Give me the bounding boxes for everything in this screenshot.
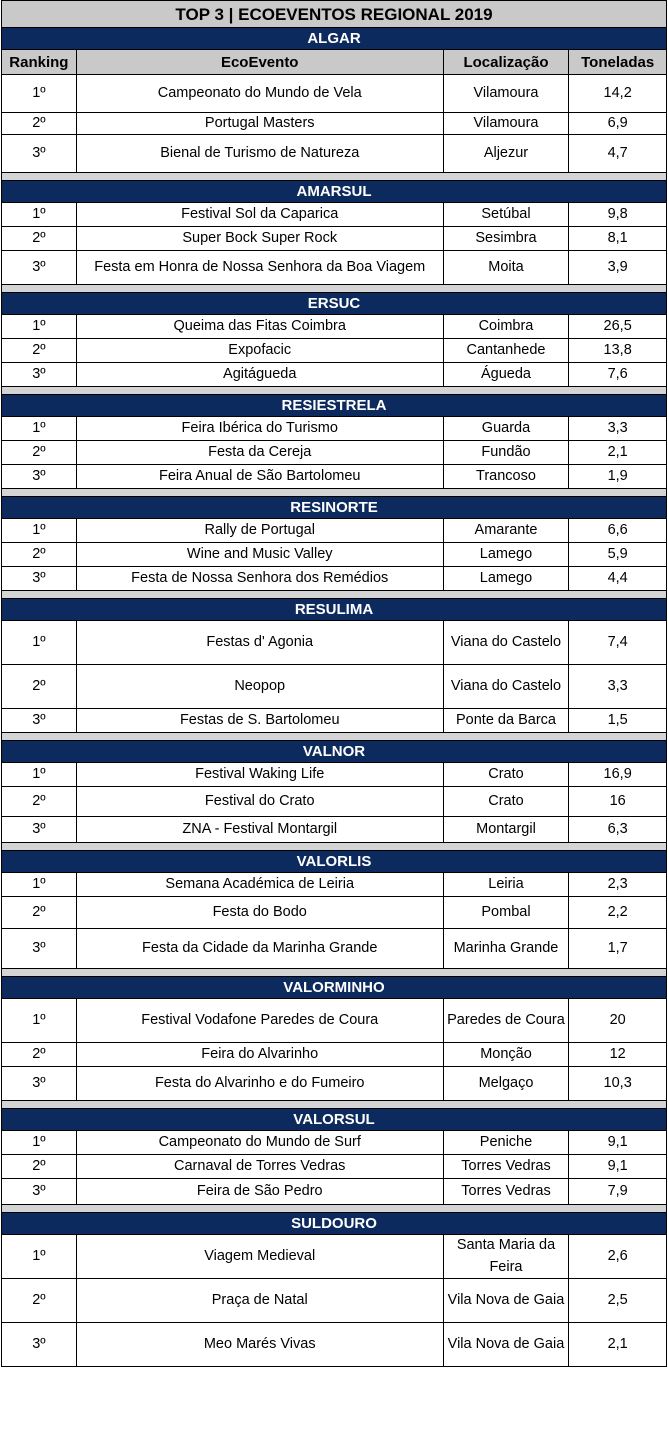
event-cell: Festa de Nossa Senhora dos Remédios — [76, 567, 443, 590]
rank-cell: 1º — [32, 521, 46, 538]
table-row — [1, 1279, 667, 1323]
rank-cell: 3º — [32, 820, 46, 837]
table-row — [1, 621, 667, 665]
location-cell: Ponte da Barca — [443, 709, 569, 732]
table-row — [1, 929, 667, 969]
location-cell: Vilamoura — [443, 75, 569, 112]
location-cell: Amarante — [443, 519, 569, 542]
rank-cell: 2º — [32, 1291, 46, 1308]
event-cell: Neopop — [76, 665, 443, 708]
rank-cell: 3º — [32, 1074, 46, 1091]
tons-cell: 3,3 — [568, 417, 666, 440]
section-divider — [1, 591, 667, 599]
event-cell: Feira de São Pedro — [76, 1179, 443, 1204]
rank-cell: 2º — [32, 1157, 46, 1174]
column-header: EcoEvento — [76, 50, 443, 74]
section-header: RESIESTRELA — [1, 395, 667, 417]
event-cell: Festa da Cereja — [76, 441, 443, 464]
event-cell: Festas d' Agonia — [76, 621, 443, 664]
event-cell: Festival Vodafone Paredes de Coura — [76, 999, 443, 1042]
location-cell: Marinha Grande — [443, 929, 569, 968]
rank-cell: 2º — [32, 677, 46, 694]
section-header: VALORLIS — [1, 851, 667, 873]
tons-cell: 14,2 — [568, 75, 666, 112]
table-title: TOP 3 | ECOEVENTOS REGIONAL 2019 — [1, 0, 667, 28]
location-cell: Leiria — [443, 873, 569, 896]
table-row — [1, 339, 667, 363]
location-cell: Moita — [443, 251, 569, 284]
rank-cell: 1º — [32, 317, 46, 334]
table-row — [1, 441, 667, 465]
event-cell: Festa do Alvarinho e do Fumeiro — [76, 1067, 443, 1100]
eco-events-table — [1, 0, 667, 1367]
tons-cell: 3,3 — [568, 665, 666, 708]
location-cell: Lamego — [443, 543, 569, 566]
event-cell: Campeonato do Mundo de Vela — [76, 75, 443, 112]
location-cell: Crato — [443, 763, 569, 786]
rank-cell: 3º — [32, 939, 46, 956]
table-row — [1, 465, 667, 489]
section-header: ERSUC — [1, 293, 667, 315]
rank-cell: 3º — [32, 711, 46, 728]
rank-cell: 1º — [32, 205, 46, 222]
event-cell: Feira do Alvarinho — [76, 1043, 443, 1066]
event-cell: Festival Waking Life — [76, 763, 443, 786]
rank-cell: 3º — [32, 569, 46, 586]
location-cell: Montargil — [443, 817, 569, 842]
table-row — [1, 417, 667, 441]
rank-cell: 1º — [32, 419, 46, 436]
location-cell: Cantanhede — [443, 339, 569, 362]
tons-cell: 6,3 — [568, 817, 666, 842]
tons-cell: 7,6 — [568, 363, 666, 386]
tons-cell: 1,9 — [568, 465, 666, 488]
table-row — [1, 227, 667, 251]
tons-cell: 6,9 — [568, 113, 666, 134]
location-cell: Viana do Castelo — [443, 621, 569, 664]
table-row — [1, 315, 667, 339]
event-cell: Feira Anual de São Bartolomeu — [76, 465, 443, 488]
tons-cell: 3,9 — [568, 251, 666, 284]
tons-cell: 5,9 — [568, 543, 666, 566]
tons-cell: 13,8 — [568, 339, 666, 362]
event-cell: Campeonato do Mundo de Surf — [76, 1131, 443, 1154]
location-cell: Sesimbra — [443, 227, 569, 250]
rank-cell: 2º — [32, 443, 46, 460]
section-header: VALORSUL — [1, 1109, 667, 1131]
tons-cell: 20 — [568, 999, 666, 1042]
tons-cell: 6,6 — [568, 519, 666, 542]
section-divider — [1, 387, 667, 395]
rank-cell: 1º — [32, 765, 46, 782]
tons-cell: 2,2 — [568, 897, 666, 928]
rank-cell: 1º — [32, 84, 46, 101]
event-cell: Festival do Crato — [76, 787, 443, 816]
table-row — [1, 1235, 667, 1279]
tons-cell: 9,8 — [568, 203, 666, 226]
rank-cell: 2º — [32, 903, 46, 920]
section-divider — [1, 733, 667, 741]
rank-cell: 2º — [32, 341, 46, 358]
tons-cell: 26,5 — [568, 315, 666, 338]
tons-cell: 9,1 — [568, 1131, 666, 1154]
rank-cell: 1º — [32, 875, 46, 892]
tons-cell: 4,4 — [568, 567, 666, 590]
location-cell: Lamego — [443, 567, 569, 590]
section-divider — [1, 173, 667, 181]
event-cell: Festa do Bodo — [76, 897, 443, 928]
section-header: ALGAR — [1, 28, 667, 50]
column-header-row — [1, 50, 667, 75]
tons-cell: 1,7 — [568, 929, 666, 968]
location-cell: Paredes de Coura — [443, 999, 569, 1042]
rank-cell: 2º — [32, 229, 46, 246]
rank-cell: 2º — [32, 1045, 46, 1062]
column-header: Toneladas — [568, 50, 666, 74]
event-cell: Bienal de Turismo de Natureza — [76, 135, 443, 172]
tons-cell: 8,1 — [568, 227, 666, 250]
tons-cell: 16,9 — [568, 763, 666, 786]
tons-cell: 7,9 — [568, 1179, 666, 1204]
section-divider — [1, 969, 667, 977]
event-cell: Super Bock Super Rock — [76, 227, 443, 250]
rank-cell: 2º — [32, 545, 46, 562]
column-header: Ranking — [9, 53, 69, 71]
event-cell: Praça de Natal — [76, 1279, 443, 1322]
tons-cell: 7,4 — [568, 621, 666, 664]
table-row — [1, 1179, 667, 1205]
sections-container — [1, 28, 667, 1367]
rank-cell: 2º — [32, 115, 46, 131]
table-row — [1, 543, 667, 567]
table-row — [1, 999, 667, 1043]
rank-cell: 1º — [32, 1133, 46, 1150]
table-row — [1, 567, 667, 591]
tons-cell: 10,3 — [568, 1067, 666, 1100]
table-row — [1, 1043, 667, 1067]
table-row — [1, 251, 667, 285]
location-cell: Melgaço — [443, 1067, 569, 1100]
column-header: Localização — [443, 50, 569, 74]
tons-cell: 16 — [568, 787, 666, 816]
location-cell: Viana do Castelo — [443, 665, 569, 708]
rank-cell: 3º — [32, 1335, 46, 1352]
rank-cell: 1º — [32, 1011, 46, 1028]
table-row — [1, 1067, 667, 1101]
location-cell: Santa Maria da Feira — [443, 1235, 569, 1278]
location-cell: Vilamoura — [443, 113, 569, 134]
section-divider — [1, 489, 667, 497]
event-cell: Wine and Music Valley — [76, 543, 443, 566]
table-row — [1, 763, 667, 787]
table-row — [1, 1323, 667, 1367]
tons-cell: 4,7 — [568, 135, 666, 172]
event-cell: Carnaval de Torres Vedras — [76, 1155, 443, 1178]
event-cell: Meo Marés Vivas — [76, 1323, 443, 1366]
location-cell: Coimbra — [443, 315, 569, 338]
event-cell: Semana Académica de Leiria — [76, 873, 443, 896]
location-cell: Monção — [443, 1043, 569, 1066]
location-cell: Torres Vedras — [443, 1155, 569, 1178]
table-row — [1, 787, 667, 817]
location-cell: Pombal — [443, 897, 569, 928]
rank-cell: 1º — [32, 633, 46, 650]
section-divider — [1, 843, 667, 851]
rank-cell: 1º — [32, 1247, 46, 1264]
location-cell: Trancoso — [443, 465, 569, 488]
tons-cell: 9,1 — [568, 1155, 666, 1178]
rank-cell: 3º — [32, 1182, 46, 1199]
location-cell: Fundão — [443, 441, 569, 464]
section-header: RESULIMA — [1, 599, 667, 621]
section-header: SULDOURO — [1, 1213, 667, 1235]
tons-cell: 2,6 — [568, 1235, 666, 1278]
event-cell: Festival Sol da Caparica — [76, 203, 443, 226]
section-divider — [1, 1101, 667, 1109]
table-row — [1, 203, 667, 227]
event-cell: Expofacic — [76, 339, 443, 362]
table-row — [1, 709, 667, 733]
event-cell: Viagem Medieval — [76, 1235, 443, 1278]
event-cell: Feira Ibérica do Turismo — [76, 417, 443, 440]
section-header: VALORMINHO — [1, 977, 667, 999]
tons-cell: 2,5 — [568, 1279, 666, 1322]
table-row — [1, 113, 667, 135]
tons-cell: 2,3 — [568, 873, 666, 896]
table-row — [1, 897, 667, 929]
rank-cell: 3º — [32, 144, 46, 161]
section-header: AMARSUL — [1, 181, 667, 203]
location-cell: Águeda — [443, 363, 569, 386]
location-cell: Vila Nova de Gaia — [443, 1279, 569, 1322]
section-header: VALNOR — [1, 741, 667, 763]
section-header: RESINORTE — [1, 497, 667, 519]
event-cell: Festa da Cidade da Marinha Grande — [76, 929, 443, 968]
table-row — [1, 873, 667, 897]
table-row — [1, 519, 667, 543]
location-cell: Aljezur — [443, 135, 569, 172]
location-cell: Setúbal — [443, 203, 569, 226]
rank-cell: 3º — [32, 258, 46, 275]
location-cell: Torres Vedras — [443, 1179, 569, 1204]
table-row — [1, 665, 667, 709]
section-divider — [1, 285, 667, 293]
rank-cell: 3º — [32, 467, 46, 484]
event-cell: Queima das Fitas Coimbra — [76, 315, 443, 338]
event-cell: Agitágueda — [76, 363, 443, 386]
section-divider — [1, 1205, 667, 1213]
table-row — [1, 363, 667, 387]
tons-cell: 2,1 — [568, 1323, 666, 1366]
table-row — [1, 135, 667, 173]
event-cell: ZNA - Festival Montargil — [76, 817, 443, 842]
location-cell: Vila Nova de Gaia — [443, 1323, 569, 1366]
event-cell: Rally de Portugal — [76, 519, 443, 542]
rank-cell: 3º — [32, 365, 46, 382]
tons-cell: 2,1 — [568, 441, 666, 464]
rank-cell: 2º — [32, 792, 46, 809]
table-row — [1, 1155, 667, 1179]
location-cell: Crato — [443, 787, 569, 816]
table-row — [1, 1131, 667, 1155]
table-row — [1, 817, 667, 843]
location-cell: Guarda — [443, 417, 569, 440]
event-cell: Portugal Masters — [76, 113, 443, 134]
tons-cell: 1,5 — [568, 709, 666, 732]
table-row — [1, 75, 667, 113]
event-cell: Festas de S. Bartolomeu — [76, 709, 443, 732]
tons-cell: 12 — [568, 1043, 666, 1066]
location-cell: Peniche — [443, 1131, 569, 1154]
event-cell: Festa em Honra de Nossa Senhora da Boa Viagem — [76, 251, 443, 284]
